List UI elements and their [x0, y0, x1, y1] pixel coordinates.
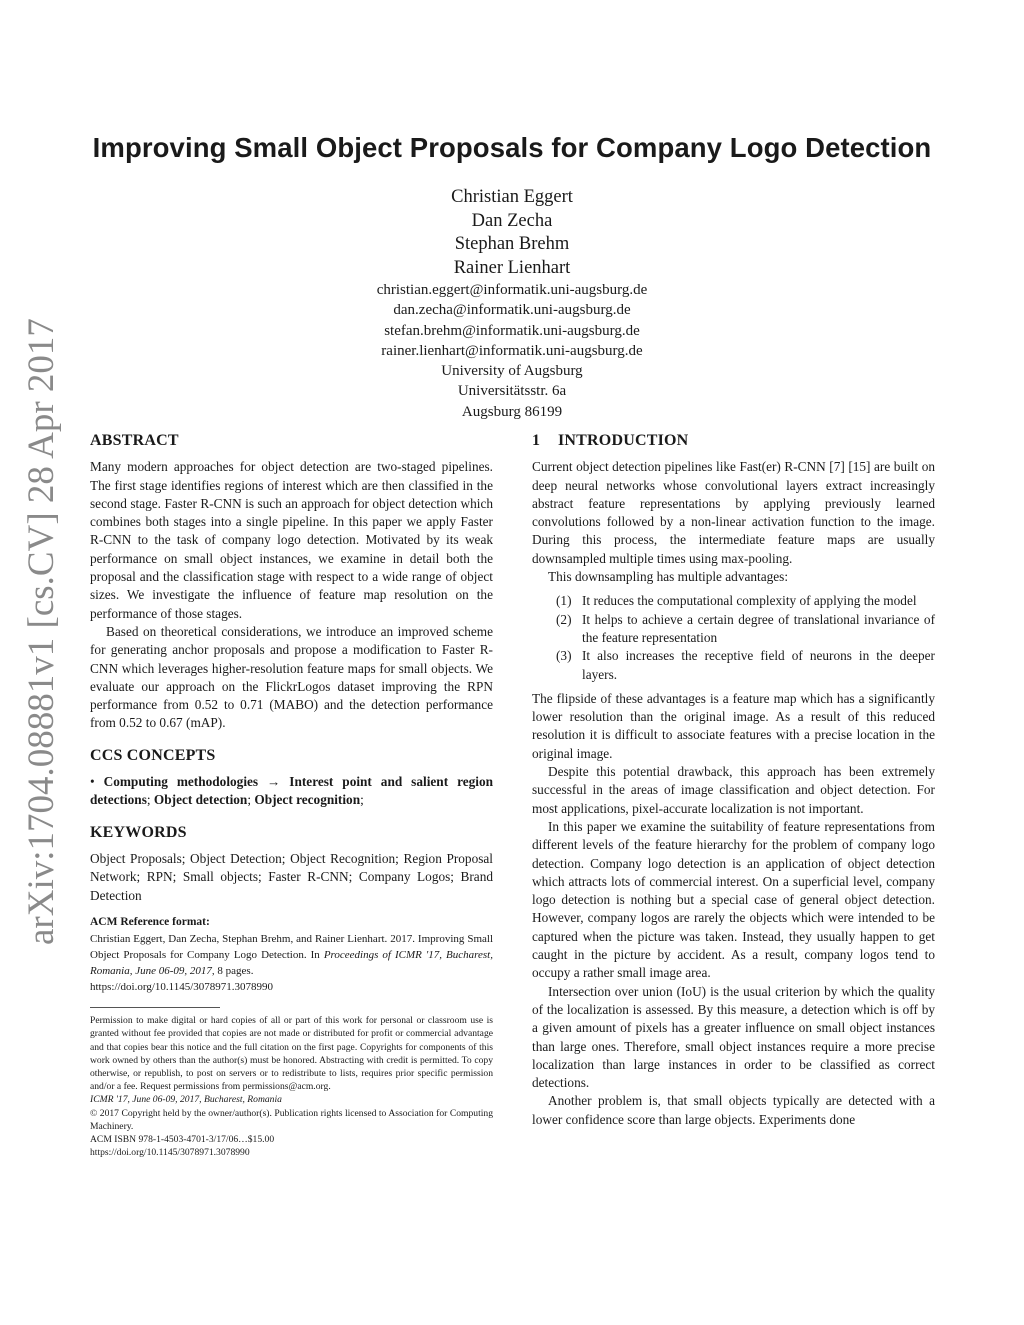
intro-paragraph: Despite this potential drawback, this approach has been extremely successful in the areas of image classification and object detection. For most applications, pixel-accurate localization is not important. [532, 764, 935, 816]
list-text: It helps to achieve a certain degree of translational invariance of the feature representation [582, 611, 935, 645]
list-number: (2) [556, 611, 572, 627]
isbn-line: ACM ISBN 978-1-4503-4701-3/17/06…$15.00 [90, 1133, 275, 1145]
abstract-paragraph: Based on theoretical considerations, we introduce an improved scheme for generating anchor proposals and propose a modification to Faster R-CNN which leverages higher-resolution feature maps for small objects. We evaluate our approach on the FlickrLogos dataset improving the RPN performance from 0.52 to 0.71 (MABO) and the detection performance from 0.52 to 0.67 (mAP). [90, 623, 493, 731]
ccs-separator: ; [146, 792, 151, 808]
author-block [0, 186, 1024, 422]
section-title: INTRODUCTION [558, 432, 689, 449]
left-column [90, 432, 493, 1159]
ccs-bullet: • [90, 774, 95, 790]
advantages-list [556, 592, 935, 683]
author-name: Christian Eggert [451, 187, 573, 207]
ccs-term: Object recognition [254, 792, 361, 808]
intro-paragraph: Current object detection pipelines like Fast(er) R-CNN [7] [15] are built on deep neural networks whose convolutional layers extract increasingly abstract feature representations by applying previously learned convolutions followed by a non-linear activation function to the image. During this process, the intermediate feature maps are usually downsampled multiple times using max-pooling. [532, 459, 935, 566]
introduction-heading [532, 432, 935, 450]
ccs-arrow: → [267, 774, 281, 790]
permission-notice: Permission to make digital or hard copies of all or part of this work for personal or classroom use is granted without fee provided that copies are not made or distributed for profit or commercial advantage and that copies bear this notice and the full citation on the first page. Copyrights for components of this work owned by others than the author(s) must be honored. Abstracting with credit is permitted. To copy otherwise, or republish, to post on servers or to redistribute to lists, requires prior specific permission and/or a fee. Request permissions from permissions@acm.org. [90, 1015, 493, 1093]
affiliation-line: Augsburg 86199 [461, 403, 563, 420]
acm-reference-doi[interactable]: https://doi.org/10.1145/3078971.3078990 [90, 981, 274, 994]
ccs-term: Computing methodologies [103, 774, 259, 790]
acm-reference-part: Christian Eggert, Dan Zecha, Stephan Brehm, and Rainer Lienhart. 2017. Improving Small Object Proposals for Company Logo Detection. In [90, 933, 493, 962]
acm-reference-heading: ACM Reference format: [90, 915, 210, 928]
abstract-paragraph: Many modern approaches for object detection are two-staged pipelines. The first stage identifies regions of interest which are then classified in the second stage. Faster R-CNN is such an approach for object detection which combines both stages into a single pipeline. In this paper we apply Faster R-CNN to the task of company logo detection. Motivated by its weak performance on small object instances, we examine in detail both the proposal and the classification stage with respect to a wide range of object sizes. We investigate the influence of feature map resolution on the performance of those stages. [90, 459, 493, 621]
copyright-line: © 2017 Copyright held by the owner/author(s). Publication rights licensed to Association for Computing Machinery. [90, 1107, 493, 1132]
author-email: christian.eggert@informatik.uni-augsburg.de [376, 282, 648, 298]
list-item [556, 592, 935, 610]
list-text: It also increases the receptive field of neurons in the deeper layers. [582, 648, 935, 682]
acm-reference-text [90, 931, 493, 979]
intro-paragraph: This downsampling has multiple advantages: [548, 569, 789, 585]
list-text: It reduces the computational complexity of applying the model [582, 593, 917, 609]
list-item [556, 611, 935, 648]
author-email: stefan.brehm@informatik.uni-augsburg.de [384, 322, 640, 339]
right-column [532, 432, 935, 1129]
section-number: 1 [532, 432, 541, 449]
ccs-separator: ; [247, 792, 252, 808]
abstract-heading: ABSTRACT [90, 432, 179, 449]
acm-reference-part: 8 pages. [214, 965, 254, 978]
intro-paragraph: Intersection over union (IoU) is the usual criterion by which the quality of the localization is assessed. By this measure, a detection which is off by a given amount of pixels has a greater influence on small object instances than large ones. Therefore, small object instances require a more precise localization than large instances in order to be classified as correct detections. [532, 983, 935, 1091]
intro-paragraph: In this paper we examine the suitability of feature representations from different levels of the feature hierarchy for the problem of company logo detection. Company logo detection is an application of object detection which attracts lots of commercial interest. On a superficial level, company logo detection is nothing but a special case of general object detection. However, company logos are rarely the objects which were intended to be captured when the picture was taken. Instead, they usually happen to get caught in the picture by accident. As a result, company logos tend to occupy a rather small image area. [532, 818, 935, 981]
author-name: Stephan Brehm [454, 234, 570, 254]
paper-title: Improving Small Object Proposals for Company Logo Detection [92, 132, 932, 163]
ccs-separator: ; [360, 792, 364, 808]
intro-paragraph: Another problem is, that small objects typically are detected with a lower confidence score than large objects. Experiments done [532, 1093, 935, 1127]
ccs-concepts-text [90, 773, 493, 810]
intro-paragraph: The flipside of these advantages is a feature map which has a significantly lower resolution than the original image. As a result of this reduced resolution it is difficult to associate features with a precise location in the original image. [532, 690, 935, 761]
list-item [556, 647, 935, 684]
affiliation-line: University of Augsburg [441, 363, 583, 380]
author-name: Rainer Lienhart [453, 257, 571, 278]
author-name: Dan Zecha [471, 210, 553, 231]
author-email: rainer.lienhart@informatik.uni-augsburg.de [381, 342, 643, 359]
keywords-text: Object Proposals; Object Detection; Object Recognition; Region Proposal Network; RPN; Small objects; Faster R-CNN; Company Logos; Brand Detection [90, 850, 493, 903]
author-email: dan.zecha@informatik.uni-augsburg.de [393, 302, 631, 319]
conference-line: ICMR '17, June 06-09, 2017, Bucharest, Romania [90, 1094, 282, 1106]
ccs-term: Interest point and salient region detections [90, 774, 494, 808]
arxiv-sidebar-stamp: arXiv:1704.08881v1 [cs.CV] 28 Apr 2017 [21, 318, 62, 945]
footnote-divider [90, 1007, 220, 1008]
list-number: (3) [556, 648, 572, 664]
permission-doi[interactable]: https://doi.org/10.1145/3078971.3078990 [90, 1147, 250, 1159]
affiliation-line: Universitätsstr. 6a [457, 383, 567, 400]
keywords-heading: KEYWORDS [90, 823, 187, 841]
ccs-heading: CCS CONCEPTS [90, 746, 216, 764]
acm-reference-venue: Proceedings of ICMR '17, Bucharest, Romania, June 06-09, 2017, [90, 949, 493, 978]
ccs-term: Object detection [153, 792, 248, 808]
list-number: (1) [556, 593, 572, 609]
